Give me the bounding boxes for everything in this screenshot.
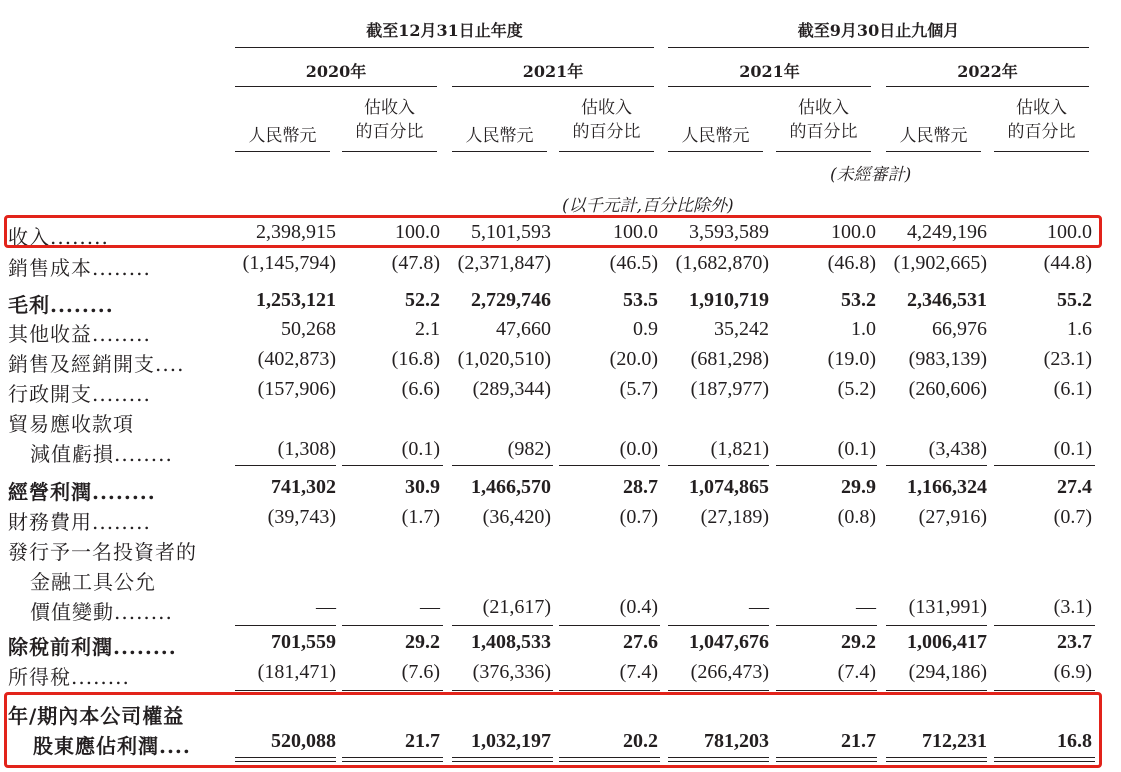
col-header-rmb: 人民幣元 [681, 126, 750, 146]
cell-profit-attributable-5: 21.7 [841, 730, 876, 752]
cell-gross-profit-7: 55.2 [1057, 289, 1092, 311]
cell-cost-of-sales-1: (47.8) [391, 252, 440, 274]
cell-revenue-6: 4,249,196 [907, 221, 987, 243]
row-label-profit-attributable: 股東應佔利潤.... [33, 734, 191, 758]
col-header-rmb: 人民幣元 [465, 126, 534, 146]
divider [559, 151, 654, 152]
cell-selling-expenses-1: (16.8) [391, 348, 440, 370]
cell-selling-expenses-5: (19.0) [827, 348, 876, 370]
cell-income-tax-2: (376,336) [472, 661, 551, 683]
divider [452, 86, 654, 87]
cell-selling-expenses-7: (23.1) [1043, 348, 1092, 370]
cell-other-income-1: 2.1 [415, 318, 440, 340]
cell-gross-profit-5: 53.2 [841, 289, 876, 311]
row-label-fair-value-change: 價值變動........ [30, 600, 173, 624]
cell-revenue-4: 3,593,589 [689, 221, 769, 243]
row-label-profit-attributable: 年/期內本公司權益 [8, 704, 185, 728]
cell-selling-expenses-6: (983,139) [908, 348, 987, 370]
divider [235, 86, 437, 87]
cell-profit-attributable-3: 20.2 [623, 730, 658, 752]
cell-revenue-1: 100.0 [395, 221, 440, 243]
year-header-2021-annual: 2021年 [522, 62, 584, 81]
cell-cost-of-sales-2: (2,371,847) [457, 252, 551, 274]
cell-profit-before-tax-5: 29.2 [841, 631, 876, 653]
cell-impairment-loss-6: (3,438) [928, 438, 987, 460]
col-header-pct: 估收入 的百分比 [572, 98, 641, 142]
divider [886, 86, 1089, 87]
cell-revenue-7: 100.0 [1047, 221, 1092, 243]
divider [668, 86, 871, 87]
cell-income-tax-3: (7.4) [619, 661, 658, 683]
cell-impairment-loss-7: (0.1) [1053, 438, 1092, 460]
cell-operating-profit-2: 1,466,570 [471, 476, 551, 498]
cell-operating-profit-1: 30.9 [405, 476, 440, 498]
cell-operating-profit-6: 1,166,324 [907, 476, 987, 498]
col-header-pct: 估收入 的百分比 [789, 98, 858, 142]
cell-cost-of-sales-4: (1,682,870) [675, 252, 769, 274]
cell-finance-costs-5: (0.8) [837, 506, 876, 528]
cell-profit-before-tax-6: 1,006,417 [907, 631, 987, 653]
divider [886, 151, 981, 152]
col-header-pct: 估收入 的百分比 [1007, 98, 1076, 142]
cell-revenue-2: 5,101,593 [471, 221, 551, 243]
cell-profit-attributable-2: 1,032,197 [471, 730, 551, 752]
cell-fair-value-change-5: — [856, 596, 876, 618]
cell-cost-of-sales-3: (46.5) [609, 252, 658, 274]
cell-finance-costs-3: (0.7) [619, 506, 658, 528]
year-header-2020: 2020年 [305, 62, 367, 81]
cell-profit-before-tax-0: 701,559 [271, 631, 336, 653]
cell-profit-attributable-1: 21.7 [405, 730, 440, 752]
cell-fair-value-change-3: (0.4) [619, 596, 658, 618]
row-label-cost-of-sales: 銷售成本........ [8, 256, 151, 280]
cell-other-income-5: 1.0 [851, 318, 876, 340]
cell-income-tax-1: (7.6) [401, 661, 440, 683]
cell-income-tax-7: (6.9) [1053, 661, 1092, 683]
cell-gross-profit-1: 52.2 [405, 289, 440, 311]
cell-selling-expenses-3: (20.0) [609, 348, 658, 370]
cell-finance-costs-6: (27,916) [918, 506, 987, 528]
cell-profit-attributable-0: 520,088 [271, 730, 336, 752]
divider [668, 151, 763, 152]
cell-profit-before-tax-1: 29.2 [405, 631, 440, 653]
cell-profit-attributable-7: 16.8 [1057, 730, 1092, 752]
cell-finance-costs-0: (39,743) [267, 506, 336, 528]
cell-fair-value-change-4: — [749, 596, 769, 618]
cell-impairment-loss-4: (1,821) [710, 438, 769, 460]
cell-admin-expenses-6: (260,606) [908, 378, 987, 400]
cell-revenue-5: 100.0 [831, 221, 876, 243]
cell-admin-expenses-0: (157,906) [257, 378, 336, 400]
col-header-rmb: 人民幣元 [899, 126, 968, 146]
col-header-pct: 估收入 的百分比 [355, 98, 424, 142]
cell-selling-expenses-0: (402,873) [257, 348, 336, 370]
cell-operating-profit-0: 741,302 [271, 476, 336, 498]
cell-other-income-2: 47,660 [496, 318, 551, 340]
row-label-operating-profit: 經營利潤........ [8, 480, 156, 504]
row-label-finance-costs: 財務費用........ [8, 510, 151, 534]
cell-other-income-7: 1.6 [1067, 318, 1092, 340]
col-header-rmb: 人民幣元 [248, 126, 317, 146]
cell-cost-of-sales-5: (46.8) [827, 252, 876, 274]
cell-income-tax-0: (181,471) [257, 661, 336, 683]
cell-operating-profit-3: 28.7 [623, 476, 658, 498]
cell-gross-profit-0: 1,253,121 [256, 289, 336, 311]
cell-gross-profit-2: 2,729,746 [471, 289, 551, 311]
cell-finance-costs-2: (36,420) [482, 506, 551, 528]
group-header-nine-months: 截至9月30日止九個月 [797, 21, 960, 40]
divider [668, 47, 1089, 48]
cell-fair-value-change-0: — [316, 596, 336, 618]
row-label-fair-value-change: 金融工具公允 [30, 570, 156, 594]
highlight-box-profit [4, 692, 1102, 768]
cell-cost-of-sales-7: (44.8) [1043, 252, 1092, 274]
divider [342, 151, 437, 152]
row-label-impairment-loss: 貿易應收款項 [8, 412, 134, 436]
row-label-profit-before-tax: 除稅前利潤........ [8, 635, 177, 659]
row-label-gross-profit: 毛利........ [8, 293, 114, 317]
cell-selling-expenses-2: (1,020,510) [457, 348, 551, 370]
year-header-2022: 2022年 [957, 62, 1018, 81]
cell-admin-expenses-5: (5.2) [837, 378, 876, 400]
cell-impairment-loss-2: (982) [507, 438, 551, 460]
cell-cost-of-sales-6: (1,902,665) [893, 252, 987, 274]
cell-admin-expenses-1: (6.6) [401, 378, 440, 400]
cell-gross-profit-4: 1,910,719 [689, 289, 769, 311]
row-label-admin-expenses: 行政開支........ [8, 382, 151, 406]
cell-impairment-loss-3: (0.0) [619, 438, 658, 460]
row-label-income-tax: 所得稅........ [8, 665, 130, 689]
cell-profit-before-tax-2: 1,408,533 [471, 631, 551, 653]
cell-fair-value-change-2: (21,617) [482, 596, 551, 618]
cell-impairment-loss-0: (1,308) [277, 438, 336, 460]
unaudited-note: (未經審計) [830, 165, 912, 185]
year-header-2021-nine-months: 2021年 [739, 62, 800, 81]
group-header-annual: 截至12月31日止年度 [366, 21, 523, 40]
cell-other-income-0: 50,268 [281, 318, 336, 340]
cell-other-income-6: 66,976 [932, 318, 987, 340]
cell-impairment-loss-1: (0.1) [401, 438, 440, 460]
divider [994, 151, 1089, 152]
cell-gross-profit-3: 53.5 [623, 289, 658, 311]
cell-operating-profit-4: 1,074,865 [689, 476, 769, 498]
cell-income-tax-6: (294,186) [908, 661, 987, 683]
row-label-other-income: 其他收益........ [8, 322, 151, 346]
cell-admin-expenses-2: (289,344) [472, 378, 551, 400]
cell-other-income-4: 35,242 [714, 318, 769, 340]
divider [776, 151, 871, 152]
row-label-impairment-loss: 減值虧損........ [30, 442, 173, 466]
cell-revenue-3: 100.0 [613, 221, 658, 243]
cell-fair-value-change-6: (131,991) [908, 596, 987, 618]
cell-profit-attributable-6: 712,231 [922, 730, 987, 752]
cell-finance-costs-4: (27,189) [700, 506, 769, 528]
cell-profit-attributable-4: 781,203 [704, 730, 769, 752]
cell-operating-profit-7: 27.4 [1057, 476, 1092, 498]
cell-admin-expenses-7: (6.1) [1053, 378, 1092, 400]
cell-fair-value-change-1: — [420, 596, 440, 618]
cell-operating-profit-5: 29.9 [841, 476, 876, 498]
cell-profit-before-tax-4: 1,047,676 [689, 631, 769, 653]
row-label-revenue: 收入........ [8, 225, 109, 249]
cell-finance-costs-1: (1.7) [401, 506, 440, 528]
cell-gross-profit-6: 2,346,531 [907, 289, 987, 311]
cell-finance-costs-7: (0.7) [1053, 506, 1092, 528]
cell-income-tax-4: (266,473) [690, 661, 769, 683]
cell-other-income-3: 0.9 [633, 318, 658, 340]
divider [235, 47, 654, 48]
cell-income-tax-5: (7.4) [837, 661, 876, 683]
cell-admin-expenses-4: (187,977) [690, 378, 769, 400]
cell-admin-expenses-3: (5.7) [619, 378, 658, 400]
row-label-selling-expenses: 銷售及經銷開支.... [8, 352, 185, 376]
units-note: (以千元計,百分比除外) [562, 196, 734, 216]
cell-cost-of-sales-0: (1,145,794) [242, 252, 336, 274]
cell-selling-expenses-4: (681,298) [690, 348, 769, 370]
divider [235, 151, 330, 152]
cell-impairment-loss-5: (0.1) [837, 438, 876, 460]
highlight-box-revenue [4, 215, 1102, 248]
cell-profit-before-tax-7: 23.7 [1057, 631, 1092, 653]
cell-revenue-0: 2,398,915 [256, 221, 336, 243]
divider [452, 151, 547, 152]
cell-fair-value-change-7: (3.1) [1053, 596, 1092, 618]
cell-profit-before-tax-3: 27.6 [623, 631, 658, 653]
row-label-fair-value-change: 發行予一名投資者的 [8, 540, 197, 564]
